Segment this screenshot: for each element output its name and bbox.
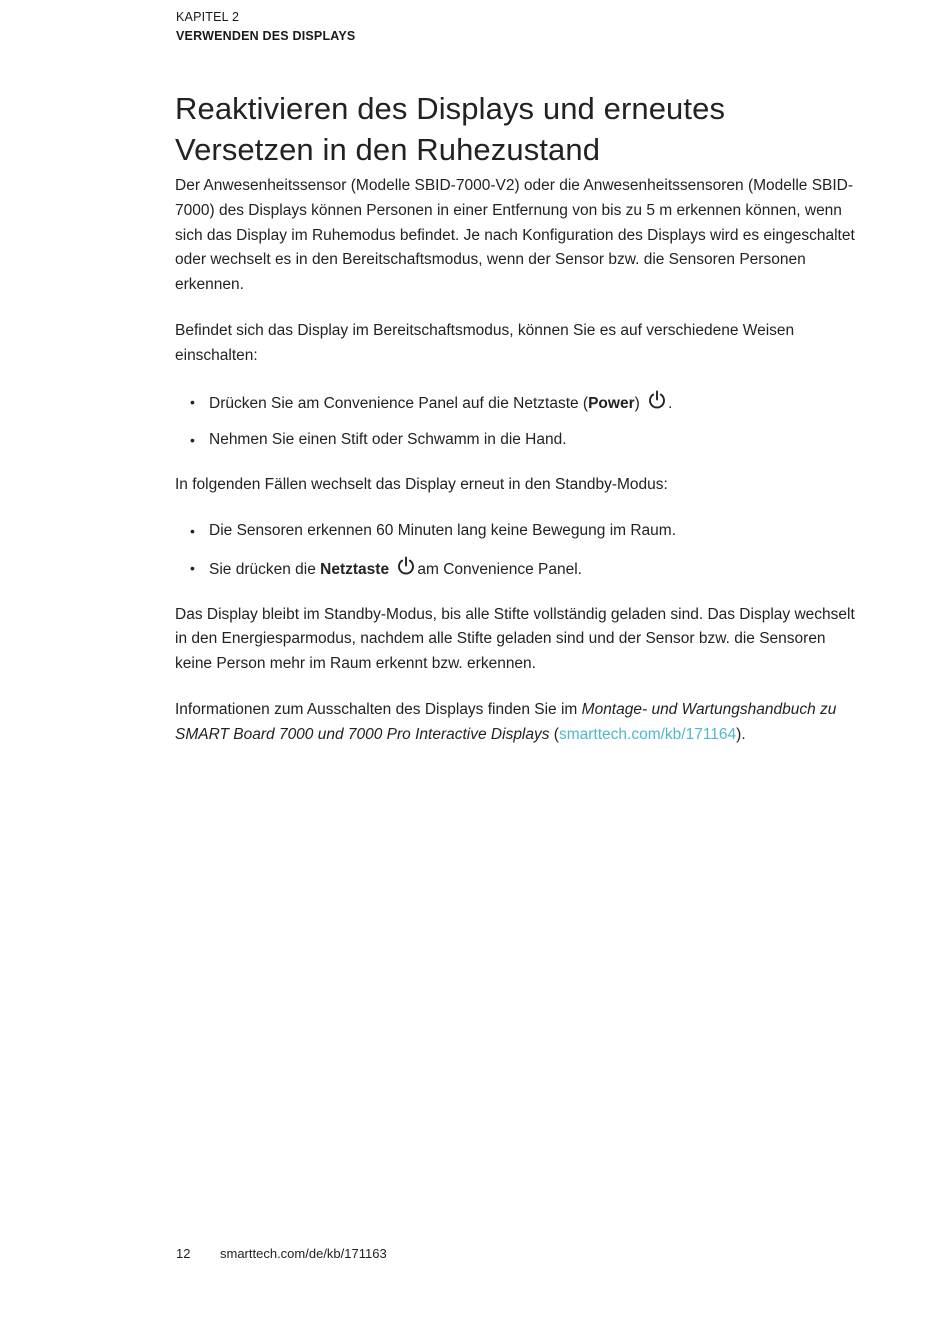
power-icon (647, 390, 667, 410)
running-header (176, 8, 355, 46)
wake-intro-paragraph: Befindet sich das Display im Bereitschaftsmodus, können Sie es auf verschiedene Weisen einschalten: (175, 321, 795, 364)
list-item: • Sie drücken die Netztaste am Convenience Panel. (175, 556, 865, 583)
bullet: • (190, 432, 195, 449)
chapter-label: KAPITEL 2 (176, 10, 240, 24)
page-title: Reaktivieren des Displays und erneutes Versetzen in den Ruhezustand (175, 91, 726, 167)
list-item: • Die Sensoren erkennen 60 Minuten lang keine Bewegung im Raum. (175, 519, 865, 544)
bullet: • (190, 522, 195, 539)
netztaste-label: Netztaste (320, 560, 390, 578)
power-label: Power (588, 394, 635, 412)
manual-title: Montage- und Wartungshandbuch zu SMART Board 7000 und 7000 Pro Interactive Displays (175, 700, 837, 743)
section-label: VERWENDEN DES DISPLAYS (176, 29, 356, 43)
info-paragraph: Informationen zum Ausschalten des Displays finden Sie im Montage- und Wartungshandbuch zu SMART Board 7000 und 7000 Pro Interactive Displays (smarttech.com/kb/171164). (175, 700, 837, 743)
page-number: 12 (176, 1246, 191, 1261)
page-footer (176, 1246, 387, 1261)
standby-note-paragraph: Das Display bleibt im Standby-Modus, bis alle Stifte vollständig geladen sind. Das Display wechselt in den Energiesparmodus, nachdem alle Stifte geladen sind und der Sensor bzw. die Sensoren keine Person mehr im Raum erkennt bzw. erkennen. (175, 605, 855, 673)
list-item: • Nehmen Sie einen Stift oder Schwamm in die Hand. (175, 428, 865, 453)
list-item: • Drücken Sie am Convenience Panel auf die Netztaste (Power) . (175, 390, 865, 417)
intro-paragraph: Der Anwesenheitssensor (Modelle SBID-7000-V2) oder die Anwesenheitssensoren (Modelle SBID-7000) des Displays können Personen in einer Entfernung von bis zu 5 m erkennen können, wenn sich das Display im Ruhemodus befindet. Je nach Konfiguration des Displays wird es eingeschaltet oder wechselt es in den Bereitschaftsmodus, wenn der Sensor bzw. die Sensoren Personen erkennen. (175, 177, 855, 294)
kb-link[interactable]: smarttech.com/kb/171164 (558, 725, 737, 743)
wake-list (175, 390, 865, 454)
main-content (175, 88, 865, 769)
power-icon (396, 556, 416, 576)
bullet: • (190, 559, 195, 576)
standby-list (175, 519, 865, 583)
footer-url: smarttech.com/de/kb/171163 (220, 1246, 387, 1261)
standby-intro-paragraph: In folgenden Fällen wechselt das Display erneut in den Standby-Modus: (175, 476, 668, 494)
bullet: • (190, 393, 195, 410)
